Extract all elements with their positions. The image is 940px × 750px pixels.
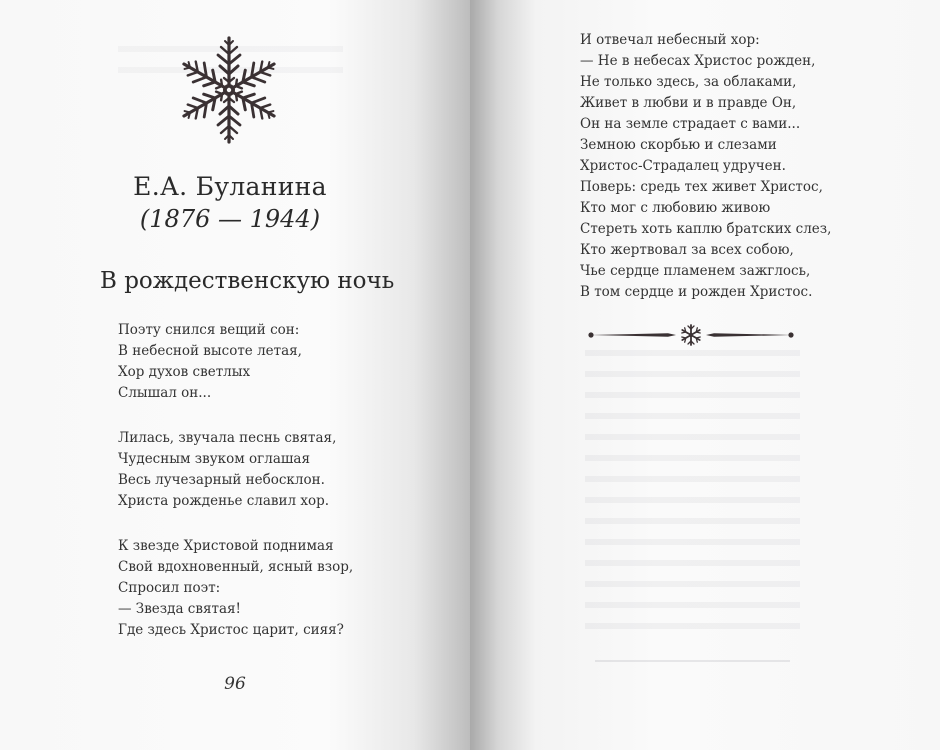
poem-line: Весь лучезарный небосклон.	[118, 472, 325, 488]
poem-line: В том сердце и рожден Христос.	[580, 284, 813, 300]
poem-line: Не только здесь, за облаками,	[580, 74, 797, 90]
author-years: (1876 — 1944)	[139, 205, 321, 233]
poem-line: Поверь: средь тех живет Христос,	[580, 179, 823, 195]
poem-line: Хор духов светлых	[118, 364, 251, 380]
poem-line: Христос-Страдалец удручен.	[580, 158, 786, 174]
poem-line: Лилась, звучала песнь святая,	[118, 430, 337, 446]
poem-line: Стереть хоть каплю братских слез,	[580, 221, 832, 237]
bleed-through-rule	[595, 660, 790, 662]
poem-line: И отвечал небесный хор:	[580, 32, 760, 48]
poem-line: — Не в небесах Христос рожден,	[580, 53, 816, 69]
stanza-3	[118, 536, 353, 641]
poem-line: Земною скорбью и слезами	[580, 137, 777, 153]
stanza-2	[118, 428, 336, 512]
poem-line: Кто мог с любовию живою	[580, 200, 771, 216]
poem-title: В рождественскую ночь	[100, 268, 395, 294]
author-name: Е.А. Буланина	[133, 172, 327, 201]
poem-line: Он на земле страдает с вами...	[580, 116, 801, 132]
snowflake-icon	[177, 31, 281, 149]
poem-line: В небесной высоте летая,	[118, 343, 302, 359]
poem-line: Кто жертвовал за всех собою,	[580, 242, 794, 258]
page-number: 96	[224, 674, 246, 694]
poem-line: Спросил поэт:	[118, 580, 221, 596]
poem-line: Где здесь Христос царит, сияя?	[118, 622, 344, 638]
poem-line: Христа рожденье славил хор.	[118, 493, 330, 509]
poem-line: Свой вдохновенный, ясный взор,	[118, 559, 354, 575]
stanza-1	[118, 320, 302, 404]
poem-line: Чье сердце пламенем зажглось,	[580, 263, 811, 279]
poem-line: Слышал он...	[118, 385, 212, 401]
poem-line: — Звезда святая!	[118, 601, 241, 617]
poem-line: Чудесным звуком оглашая	[118, 451, 310, 467]
poem-continuation	[580, 30, 831, 303]
poem-line: Живет в любви и в правде Он,	[580, 95, 797, 111]
bleed-through-text-right	[585, 340, 800, 640]
poem-line: К звезде Христовой поднимая	[118, 538, 334, 554]
poem-line: Поэту снился вещий сон:	[118, 322, 300, 338]
